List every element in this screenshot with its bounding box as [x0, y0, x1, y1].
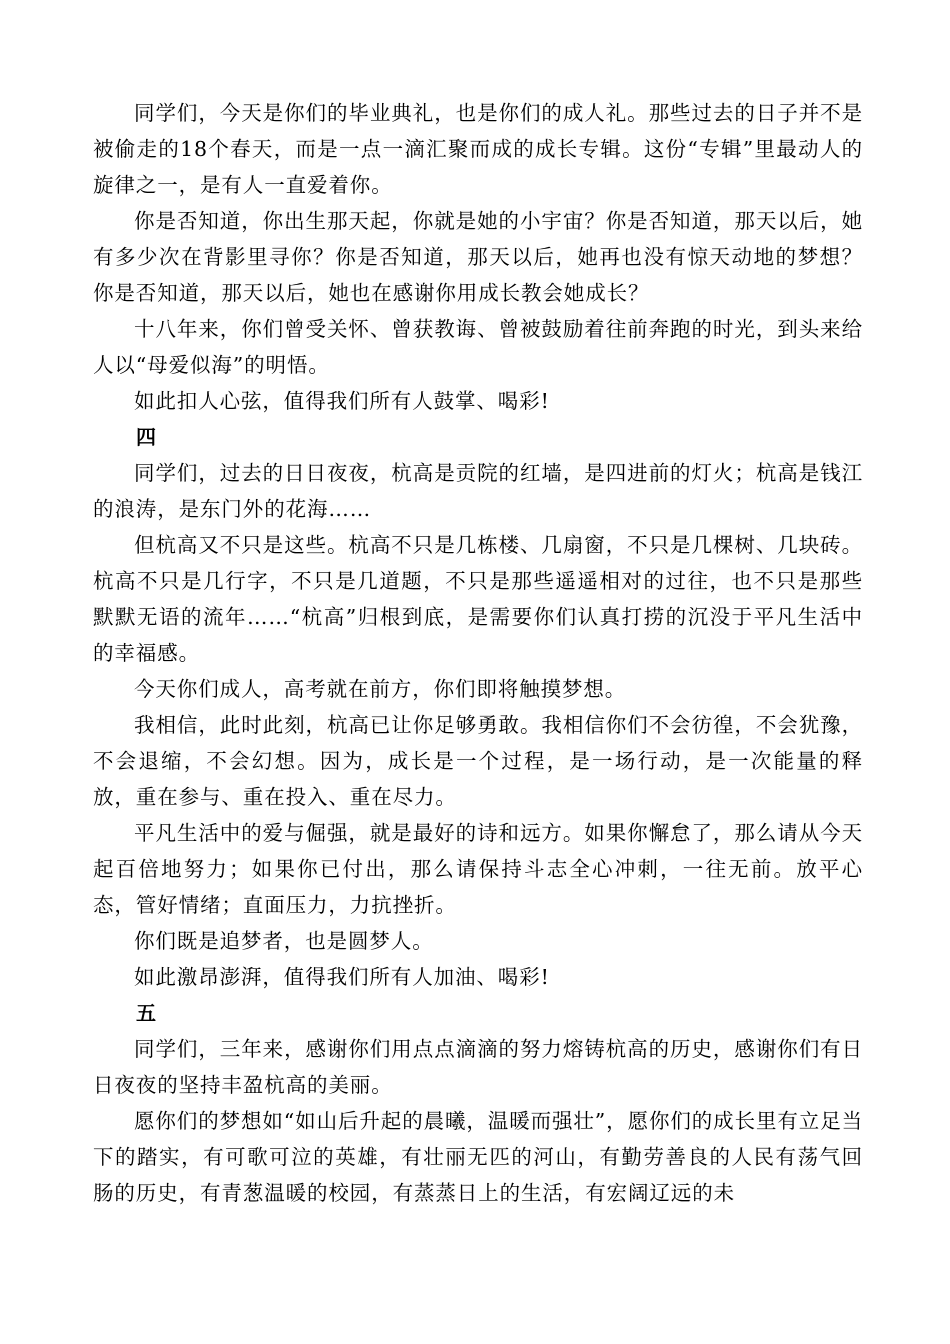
- paragraph: 但杭高又不只是这些。杭高不只是几栋楼、几扇窗，不只是几棵树、几块砖。杭高不只是几行字，不只是几道题，不只是那些遥遥相对的过往，也不只是那些默默无语的流年……“杭高”归根到底，是需要你们认真打捞的沉没于平凡生活中的幸福感。: [93, 533, 863, 665]
- paragraph: 同学们，过去的日日夜夜，杭高是贡院的红墙，是四进前的灯火；杭高是钱江的浪涛，是东门外的花海……: [93, 461, 863, 521]
- paragraph: 你是否知道，你出生那天起，你就是她的小宇宙？你是否知道，那天以后，她有多少次在背影里寻你？你是否知道，那天以后，她再也没有惊天动地的梦想？你是否知道，那天以后，她也在感谢你用成长教会她成长？: [93, 209, 863, 305]
- paragraph: 平凡生活中的爱与倔强，就是最好的诗和远方。如果你懈怠了，那么请从今天起百倍地努力；如果你已付出，那么请保持斗志全心冲刺，一往无前。放平心态，管好情绪；直面压力，力抗挫折。: [93, 821, 863, 917]
- section-heading-four: 四: [136, 425, 157, 449]
- paragraph: 愿你们的梦想如“如山后升起的晨曦，温暖而强壮”，愿你们的成长里有立足当下的踏实，有可歌可泣的英雄，有壮丽无匹的河山，有勤劳善良的人民有荡气回肠的历史，有青葱温暖的校园，有蒸蒸日上的生活，有宏阔辽远的未: [93, 1109, 863, 1205]
- paragraph: 我相信，此时此刻，杭高已让你足够勇敢。我相信你们不会彷徨，不会犹豫，不会退缩，不会幻想。因为，成长是一个过程，是一场行动，是一次能量的释放，重在参与、重在投入、重在尽力。: [93, 713, 863, 809]
- paragraph: 十八年来，你们曾受关怀、曾获教诲、曾被鼓励着往前奔跑的时光，到头来给人以“母爱似海”的明悟。: [93, 317, 863, 377]
- section-heading-five: 五: [136, 1001, 157, 1025]
- paragraph: 同学们，今天是你们的毕业典礼，也是你们的成人礼。那些过去的日子并不是被偷走的18个春天，而是一点一滴汇聚而成的成长专辑。这份“专辑”里最动人的旋律之一，是有人一直爱着你。: [93, 101, 863, 197]
- paragraph: 如此激昂澎湃，值得我们所有人加油、喝彩!: [134, 965, 550, 989]
- document-body: [93, 95, 863, 1211]
- paragraph: 今天你们成人，高考就在前方，你们即将触摸梦想。: [134, 677, 627, 701]
- paragraph: 你们既是追梦者，也是圆梦人。: [134, 929, 434, 953]
- paragraph: 如此扣人心弦，值得我们所有人鼓掌、喝彩!: [134, 389, 550, 413]
- paragraph: 同学们，三年来，感谢你们用点点滴滴的努力熔铸杭高的历史，感谢你们有日日夜夜的坚持丰盈杭高的美丽。: [93, 1037, 863, 1097]
